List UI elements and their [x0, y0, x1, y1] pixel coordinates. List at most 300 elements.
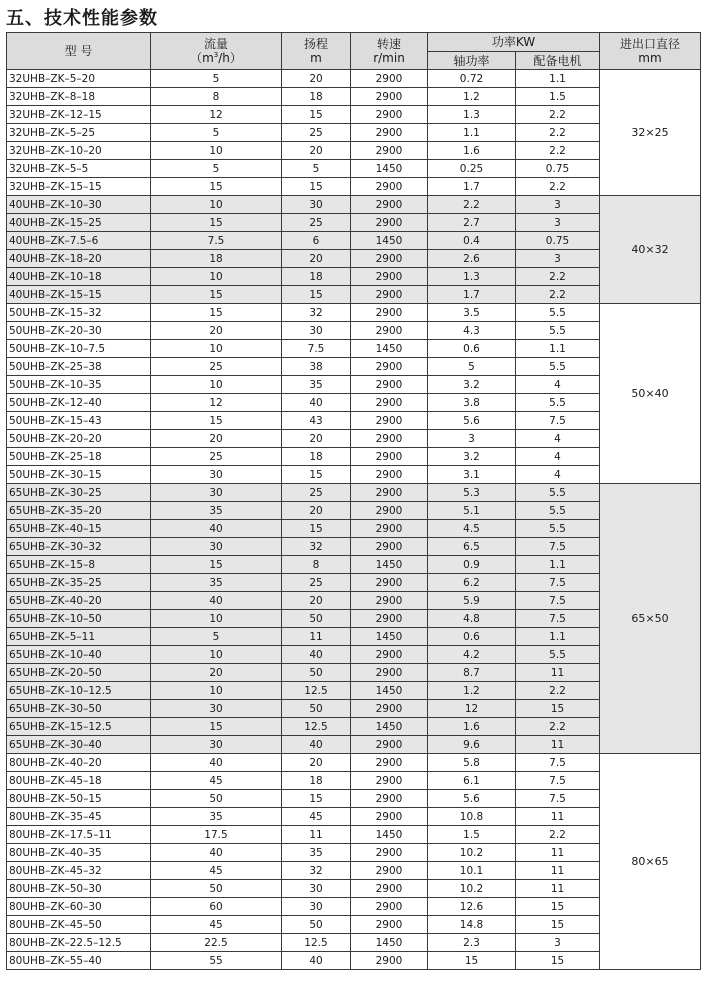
cell-motor-power: 0.75 — [516, 160, 600, 178]
cell-flow: 5 — [151, 70, 282, 88]
cell-flow: 5 — [151, 160, 282, 178]
cell-motor-power: 2.2 — [516, 106, 600, 124]
cell-motor-power: 5.5 — [516, 484, 600, 502]
table-row — [7, 466, 701, 484]
cell-shaft-power: 12.6 — [428, 898, 516, 916]
table-row — [7, 340, 701, 358]
table-row — [7, 142, 701, 160]
table-row — [7, 178, 701, 196]
cell-speed: 2900 — [351, 484, 428, 502]
cell-speed: 2900 — [351, 412, 428, 430]
cell-diameter: 32×25 — [600, 70, 701, 196]
cell-flow: 15 — [151, 556, 282, 574]
table-row — [7, 250, 701, 268]
cell-head: 15 — [282, 286, 351, 304]
cell-flow: 20 — [151, 322, 282, 340]
cell-shaft-power: 3.1 — [428, 466, 516, 484]
cell-motor-power: 5.5 — [516, 358, 600, 376]
cell-shaft-power: 2.3 — [428, 934, 516, 952]
cell-speed: 1450 — [351, 934, 428, 952]
table-row — [7, 232, 701, 250]
cell-speed: 1450 — [351, 340, 428, 358]
cell-shaft-power: 14.8 — [428, 916, 516, 934]
cell-motor-power: 1.5 — [516, 88, 600, 106]
cell-motor-power: 1.1 — [516, 70, 600, 88]
cell-model: 80UHB–ZK–50–15 — [7, 790, 151, 808]
cell-speed: 2900 — [351, 844, 428, 862]
cell-head: 30 — [282, 880, 351, 898]
header-flow-label: 流量 — [203, 37, 228, 51]
cell-head: 15 — [282, 520, 351, 538]
cell-model: 50UHB–ZK–20–30 — [7, 322, 151, 340]
cell-flow: 15 — [151, 286, 282, 304]
cell-speed: 2900 — [351, 592, 428, 610]
cell-flow: 40 — [151, 844, 282, 862]
cell-flow: 8 — [151, 88, 282, 106]
cell-speed: 2900 — [351, 376, 428, 394]
table-row — [7, 268, 701, 286]
cell-speed: 2900 — [351, 880, 428, 898]
cell-speed: 2900 — [351, 250, 428, 268]
cell-speed: 2900 — [351, 790, 428, 808]
table-row — [7, 790, 701, 808]
cell-speed: 2900 — [351, 304, 428, 322]
cell-speed: 1450 — [351, 826, 428, 844]
cell-motor-power: 15 — [516, 916, 600, 934]
table-row — [7, 412, 701, 430]
cell-model: 80UHB–ZK–17.5–11 — [7, 826, 151, 844]
cell-speed: 2900 — [351, 466, 428, 484]
cell-model: 40UHB–ZK–15–15 — [7, 286, 151, 304]
cell-motor-power: 0.75 — [516, 232, 600, 250]
cell-model: 32UHB–ZK–5–20 — [7, 70, 151, 88]
cell-speed: 2900 — [351, 610, 428, 628]
cell-shaft-power: 5.8 — [428, 754, 516, 772]
cell-model: 80UHB–ZK–45–50 — [7, 916, 151, 934]
cell-model: 80UHB–ZK–50–30 — [7, 880, 151, 898]
cell-flow: 35 — [151, 808, 282, 826]
cell-speed: 2900 — [351, 808, 428, 826]
cell-head: 50 — [282, 700, 351, 718]
table-row — [7, 826, 701, 844]
cell-motor-power: 1.1 — [516, 340, 600, 358]
cell-shaft-power: 10.2 — [428, 844, 516, 862]
cell-flow: 12 — [151, 394, 282, 412]
cell-model: 65UHB–ZK–10–12.5 — [7, 682, 151, 700]
cell-motor-power: 2.2 — [516, 682, 600, 700]
cell-head: 8 — [282, 556, 351, 574]
cell-shaft-power: 1.1 — [428, 124, 516, 142]
cell-speed: 2900 — [351, 178, 428, 196]
table-row — [7, 898, 701, 916]
cell-motor-power: 3 — [516, 934, 600, 952]
cell-motor-power: 2.2 — [516, 286, 600, 304]
cell-head: 12.5 — [282, 934, 351, 952]
cell-shaft-power: 2.2 — [428, 196, 516, 214]
table-row — [7, 304, 701, 322]
cell-speed: 2900 — [351, 952, 428, 970]
cell-model: 65UHB–ZK–20–50 — [7, 664, 151, 682]
header-head-label: 扬程 — [303, 37, 328, 51]
table-row — [7, 520, 701, 538]
cell-model: 50UHB–ZK–15–43 — [7, 412, 151, 430]
cell-head: 20 — [282, 250, 351, 268]
cell-flow: 18 — [151, 250, 282, 268]
table-row — [7, 70, 701, 88]
cell-flow: 30 — [151, 538, 282, 556]
cell-shaft-power: 1.6 — [428, 142, 516, 160]
cell-flow: 35 — [151, 574, 282, 592]
cell-shaft-power: 5.9 — [428, 592, 516, 610]
cell-speed: 2900 — [351, 520, 428, 538]
cell-head: 25 — [282, 214, 351, 232]
cell-model: 50UHB–ZK–15–32 — [7, 304, 151, 322]
cell-diameter: 65×50 — [600, 484, 701, 754]
cell-speed: 2900 — [351, 754, 428, 772]
table-row — [7, 880, 701, 898]
cell-flow: 15 — [151, 718, 282, 736]
cell-motor-power: 11 — [516, 736, 600, 754]
cell-model: 65UHB–ZK–10–50 — [7, 610, 151, 628]
cell-shaft-power: 3 — [428, 430, 516, 448]
cell-shaft-power: 4.8 — [428, 610, 516, 628]
table-row — [7, 322, 701, 340]
cell-head: 50 — [282, 664, 351, 682]
table-row — [7, 502, 701, 520]
header-diameter-label: 进出口直径 — [619, 37, 680, 51]
table-row — [7, 124, 701, 142]
cell-model: 50UHB–ZK–12–40 — [7, 394, 151, 412]
cell-model: 40UHB–ZK–18–20 — [7, 250, 151, 268]
cell-shaft-power: 3.5 — [428, 304, 516, 322]
header-flow-unit: $(m^3/h)$ — [190, 51, 242, 65]
cell-model: 65UHB–ZK–10–40 — [7, 646, 151, 664]
cell-flow: 45 — [151, 862, 282, 880]
cell-model: 65UHB–ZK–30–32 — [7, 538, 151, 556]
header-speed-label: 转速 — [376, 37, 401, 51]
cell-motor-power: 2.2 — [516, 268, 600, 286]
cell-speed: 1450 — [351, 682, 428, 700]
cell-motor-power: 7.5 — [516, 574, 600, 592]
cell-speed: 2900 — [351, 916, 428, 934]
cell-head: 32 — [282, 862, 351, 880]
cell-head: 11 — [282, 628, 351, 646]
header-speed — [351, 33, 428, 70]
table-row — [7, 286, 701, 304]
cell-shaft-power: 1.3 — [428, 268, 516, 286]
cell-flow: 30 — [151, 700, 282, 718]
cell-flow: 30 — [151, 736, 282, 754]
cell-flow: 30 — [151, 466, 282, 484]
table-row — [7, 592, 701, 610]
cell-speed: 2900 — [351, 448, 428, 466]
cell-head: 15 — [282, 790, 351, 808]
table-row — [7, 808, 701, 826]
header-speed-unit: r/min — [373, 51, 405, 65]
cell-shaft-power: 0.6 — [428, 340, 516, 358]
cell-shaft-power: 5.1 — [428, 502, 516, 520]
cell-flow: 15 — [151, 214, 282, 232]
cell-shaft-power: 1.2 — [428, 682, 516, 700]
cell-motor-power: 7.5 — [516, 412, 600, 430]
cell-shaft-power: 6.2 — [428, 574, 516, 592]
cell-motor-power: 3 — [516, 196, 600, 214]
cell-speed: 2900 — [351, 646, 428, 664]
cell-flow: 50 — [151, 880, 282, 898]
table-header — [7, 33, 701, 70]
cell-model: 50UHB–ZK–25–18 — [7, 448, 151, 466]
cell-speed: 2900 — [351, 664, 428, 682]
cell-shaft-power: 8.7 — [428, 664, 516, 682]
cell-shaft-power: 6.1 — [428, 772, 516, 790]
page-title: 五、技术性能参数 — [6, 8, 158, 29]
cell-flow: 30 — [151, 484, 282, 502]
cell-motor-power: 11 — [516, 862, 600, 880]
cell-flow: 12 — [151, 106, 282, 124]
cell-speed: 2900 — [351, 322, 428, 340]
cell-head: 20 — [282, 70, 351, 88]
cell-head: 43 — [282, 412, 351, 430]
cell-head: 25 — [282, 484, 351, 502]
cell-motor-power: 2.2 — [516, 178, 600, 196]
cell-motor-power: 2.2 — [516, 718, 600, 736]
cell-speed: 2900 — [351, 538, 428, 556]
cell-shaft-power: 10.2 — [428, 880, 516, 898]
cell-model: 65UHB–ZK–30–40 — [7, 736, 151, 754]
cell-head: 15 — [282, 466, 351, 484]
cell-motor-power: 7.5 — [516, 538, 600, 556]
cell-flow: 40 — [151, 520, 282, 538]
cell-shaft-power: 1.6 — [428, 718, 516, 736]
cell-motor-power: 5.5 — [516, 322, 600, 340]
cell-flow: 10 — [151, 376, 282, 394]
cell-speed: 1450 — [351, 628, 428, 646]
table-row — [7, 682, 701, 700]
cell-model: 50UHB–ZK–30–15 — [7, 466, 151, 484]
cell-motor-power: 15 — [516, 952, 600, 970]
table-row — [7, 556, 701, 574]
cell-head: 20 — [282, 430, 351, 448]
cell-shaft-power: 4.2 — [428, 646, 516, 664]
cell-model: 32UHB–ZK–15–15 — [7, 178, 151, 196]
cell-speed: 2900 — [351, 736, 428, 754]
cell-diameter: 50×40 — [600, 304, 701, 484]
header-shaft-power: 轴功率 — [428, 52, 516, 70]
cell-head: 18 — [282, 448, 351, 466]
cell-model: 40UHB–ZK–10–18 — [7, 268, 151, 286]
cell-head: 50 — [282, 916, 351, 934]
table-row — [7, 106, 701, 124]
cell-shaft-power: 3.2 — [428, 448, 516, 466]
table-row — [7, 538, 701, 556]
cell-shaft-power: 15 — [428, 952, 516, 970]
header-head — [282, 33, 351, 70]
cell-shaft-power: 4.5 — [428, 520, 516, 538]
cell-model: 65UHB–ZK–30–50 — [7, 700, 151, 718]
cell-flow: 10 — [151, 268, 282, 286]
table-row — [7, 214, 701, 232]
cell-head: 25 — [282, 574, 351, 592]
cell-shaft-power: 0.9 — [428, 556, 516, 574]
table-row — [7, 844, 701, 862]
cell-flow: 10 — [151, 682, 282, 700]
cell-flow: 5 — [151, 628, 282, 646]
cell-speed: 2900 — [351, 268, 428, 286]
cell-shaft-power: 6.5 — [428, 538, 516, 556]
cell-head: 50 — [282, 610, 351, 628]
cell-model: 50UHB–ZK–10–35 — [7, 376, 151, 394]
cell-head: 45 — [282, 808, 351, 826]
cell-speed: 2900 — [351, 88, 428, 106]
table-row — [7, 358, 701, 376]
cell-motor-power: 11 — [516, 808, 600, 826]
cell-head: 15 — [282, 178, 351, 196]
cell-motor-power: 5.5 — [516, 304, 600, 322]
cell-flow: 55 — [151, 952, 282, 970]
cell-speed: 1450 — [351, 160, 428, 178]
cell-flow: 15 — [151, 304, 282, 322]
table-body — [7, 70, 701, 970]
cell-flow: 50 — [151, 790, 282, 808]
cell-motor-power: 15 — [516, 700, 600, 718]
cell-head: 12.5 — [282, 682, 351, 700]
table-row — [7, 646, 701, 664]
header-flow — [151, 33, 282, 70]
cell-flow: 60 — [151, 898, 282, 916]
cell-diameter: 40×32 — [600, 196, 701, 304]
cell-motor-power: 15 — [516, 898, 600, 916]
cell-model: 65UHB–ZK–35–25 — [7, 574, 151, 592]
cell-model: 40UHB–ZK–15–25 — [7, 214, 151, 232]
cell-motor-power: 2.2 — [516, 124, 600, 142]
cell-head: 20 — [282, 142, 351, 160]
cell-flow: 10 — [151, 340, 282, 358]
cell-speed: 2900 — [351, 862, 428, 880]
cell-flow: 15 — [151, 178, 282, 196]
cell-shaft-power: 5.3 — [428, 484, 516, 502]
cell-head: 40 — [282, 736, 351, 754]
table-row — [7, 718, 701, 736]
cell-shaft-power: 1.7 — [428, 286, 516, 304]
table-row — [7, 664, 701, 682]
cell-speed: 2900 — [351, 214, 428, 232]
cell-model: 65UHB–ZK–15–8 — [7, 556, 151, 574]
cell-model: 65UHB–ZK–35–20 — [7, 502, 151, 520]
cell-speed: 2900 — [351, 700, 428, 718]
table-row — [7, 430, 701, 448]
cell-motor-power: 7.5 — [516, 772, 600, 790]
cell-motor-power: 5.5 — [516, 520, 600, 538]
cell-shaft-power: 10.8 — [428, 808, 516, 826]
cell-model: 80UHB–ZK–60–30 — [7, 898, 151, 916]
cell-speed: 1450 — [351, 556, 428, 574]
cell-motor-power: 5.5 — [516, 394, 600, 412]
cell-model: 80UHB–ZK–40–35 — [7, 844, 151, 862]
table-row — [7, 574, 701, 592]
table-row — [7, 952, 701, 970]
cell-shaft-power: 0.25 — [428, 160, 516, 178]
cell-flow: 10 — [151, 610, 282, 628]
cell-motor-power: 11 — [516, 844, 600, 862]
cell-shaft-power: 1.3 — [428, 106, 516, 124]
cell-shaft-power: 3.2 — [428, 376, 516, 394]
cell-flow: 45 — [151, 916, 282, 934]
cell-motor-power: 1.1 — [516, 556, 600, 574]
cell-motor-power: 4 — [516, 376, 600, 394]
cell-shaft-power: 10.1 — [428, 862, 516, 880]
cell-speed: 2900 — [351, 358, 428, 376]
cell-shaft-power: 0.4 — [428, 232, 516, 250]
cell-head: 5 — [282, 160, 351, 178]
cell-shaft-power: 0.6 — [428, 628, 516, 646]
cell-model: 80UHB–ZK–40–20 — [7, 754, 151, 772]
cell-speed: 1450 — [351, 718, 428, 736]
cell-flow: 10 — [151, 142, 282, 160]
cell-motor-power: 7.5 — [516, 592, 600, 610]
cell-model: 80UHB–ZK–45–18 — [7, 772, 151, 790]
cell-model: 50UHB–ZK–20–20 — [7, 430, 151, 448]
cell-head: 40 — [282, 394, 351, 412]
cell-head: 20 — [282, 502, 351, 520]
cell-head: 25 — [282, 124, 351, 142]
cell-head: 18 — [282, 88, 351, 106]
table-row — [7, 484, 701, 502]
cell-head: 7.5 — [282, 340, 351, 358]
table-row — [7, 754, 701, 772]
cell-shaft-power: 9.6 — [428, 736, 516, 754]
cell-head: 40 — [282, 952, 351, 970]
cell-head: 38 — [282, 358, 351, 376]
cell-motor-power: 11 — [516, 664, 600, 682]
cell-model: 80UHB–ZK–22.5–12.5 — [7, 934, 151, 952]
cell-shaft-power: 2.6 — [428, 250, 516, 268]
cell-head: 32 — [282, 304, 351, 322]
cell-flow: 20 — [151, 664, 282, 682]
cell-flow: 45 — [151, 772, 282, 790]
cell-shaft-power: 4.3 — [428, 322, 516, 340]
cell-flow: 22.5 — [151, 934, 282, 952]
cell-head: 15 — [282, 106, 351, 124]
cell-flow: 10 — [151, 646, 282, 664]
cell-flow: 35 — [151, 502, 282, 520]
cell-speed: 2900 — [351, 70, 428, 88]
cell-flow: 15 — [151, 412, 282, 430]
cell-model: 65UHB–ZK–40–20 — [7, 592, 151, 610]
cell-speed: 2900 — [351, 430, 428, 448]
spec-table — [6, 32, 701, 970]
table-row — [7, 736, 701, 754]
header-diameter — [600, 33, 701, 70]
header-power: 功率KW — [428, 33, 600, 52]
table-row — [7, 394, 701, 412]
cell-model: 65UHB–ZK–5–11 — [7, 628, 151, 646]
cell-model: 80UHB–ZK–45–32 — [7, 862, 151, 880]
table-row — [7, 934, 701, 952]
cell-flow: 25 — [151, 358, 282, 376]
cell-shaft-power: 3.8 — [428, 394, 516, 412]
cell-speed: 1450 — [351, 232, 428, 250]
cell-speed: 2900 — [351, 106, 428, 124]
cell-model: 32UHB–ZK–8–18 — [7, 88, 151, 106]
cell-head: 35 — [282, 844, 351, 862]
table-row — [7, 772, 701, 790]
cell-model: 32UHB–ZK–5–25 — [7, 124, 151, 142]
cell-speed: 2900 — [351, 574, 428, 592]
cell-speed: 2900 — [351, 394, 428, 412]
cell-flow: 7.5 — [151, 232, 282, 250]
table-row — [7, 610, 701, 628]
table-row — [7, 160, 701, 178]
